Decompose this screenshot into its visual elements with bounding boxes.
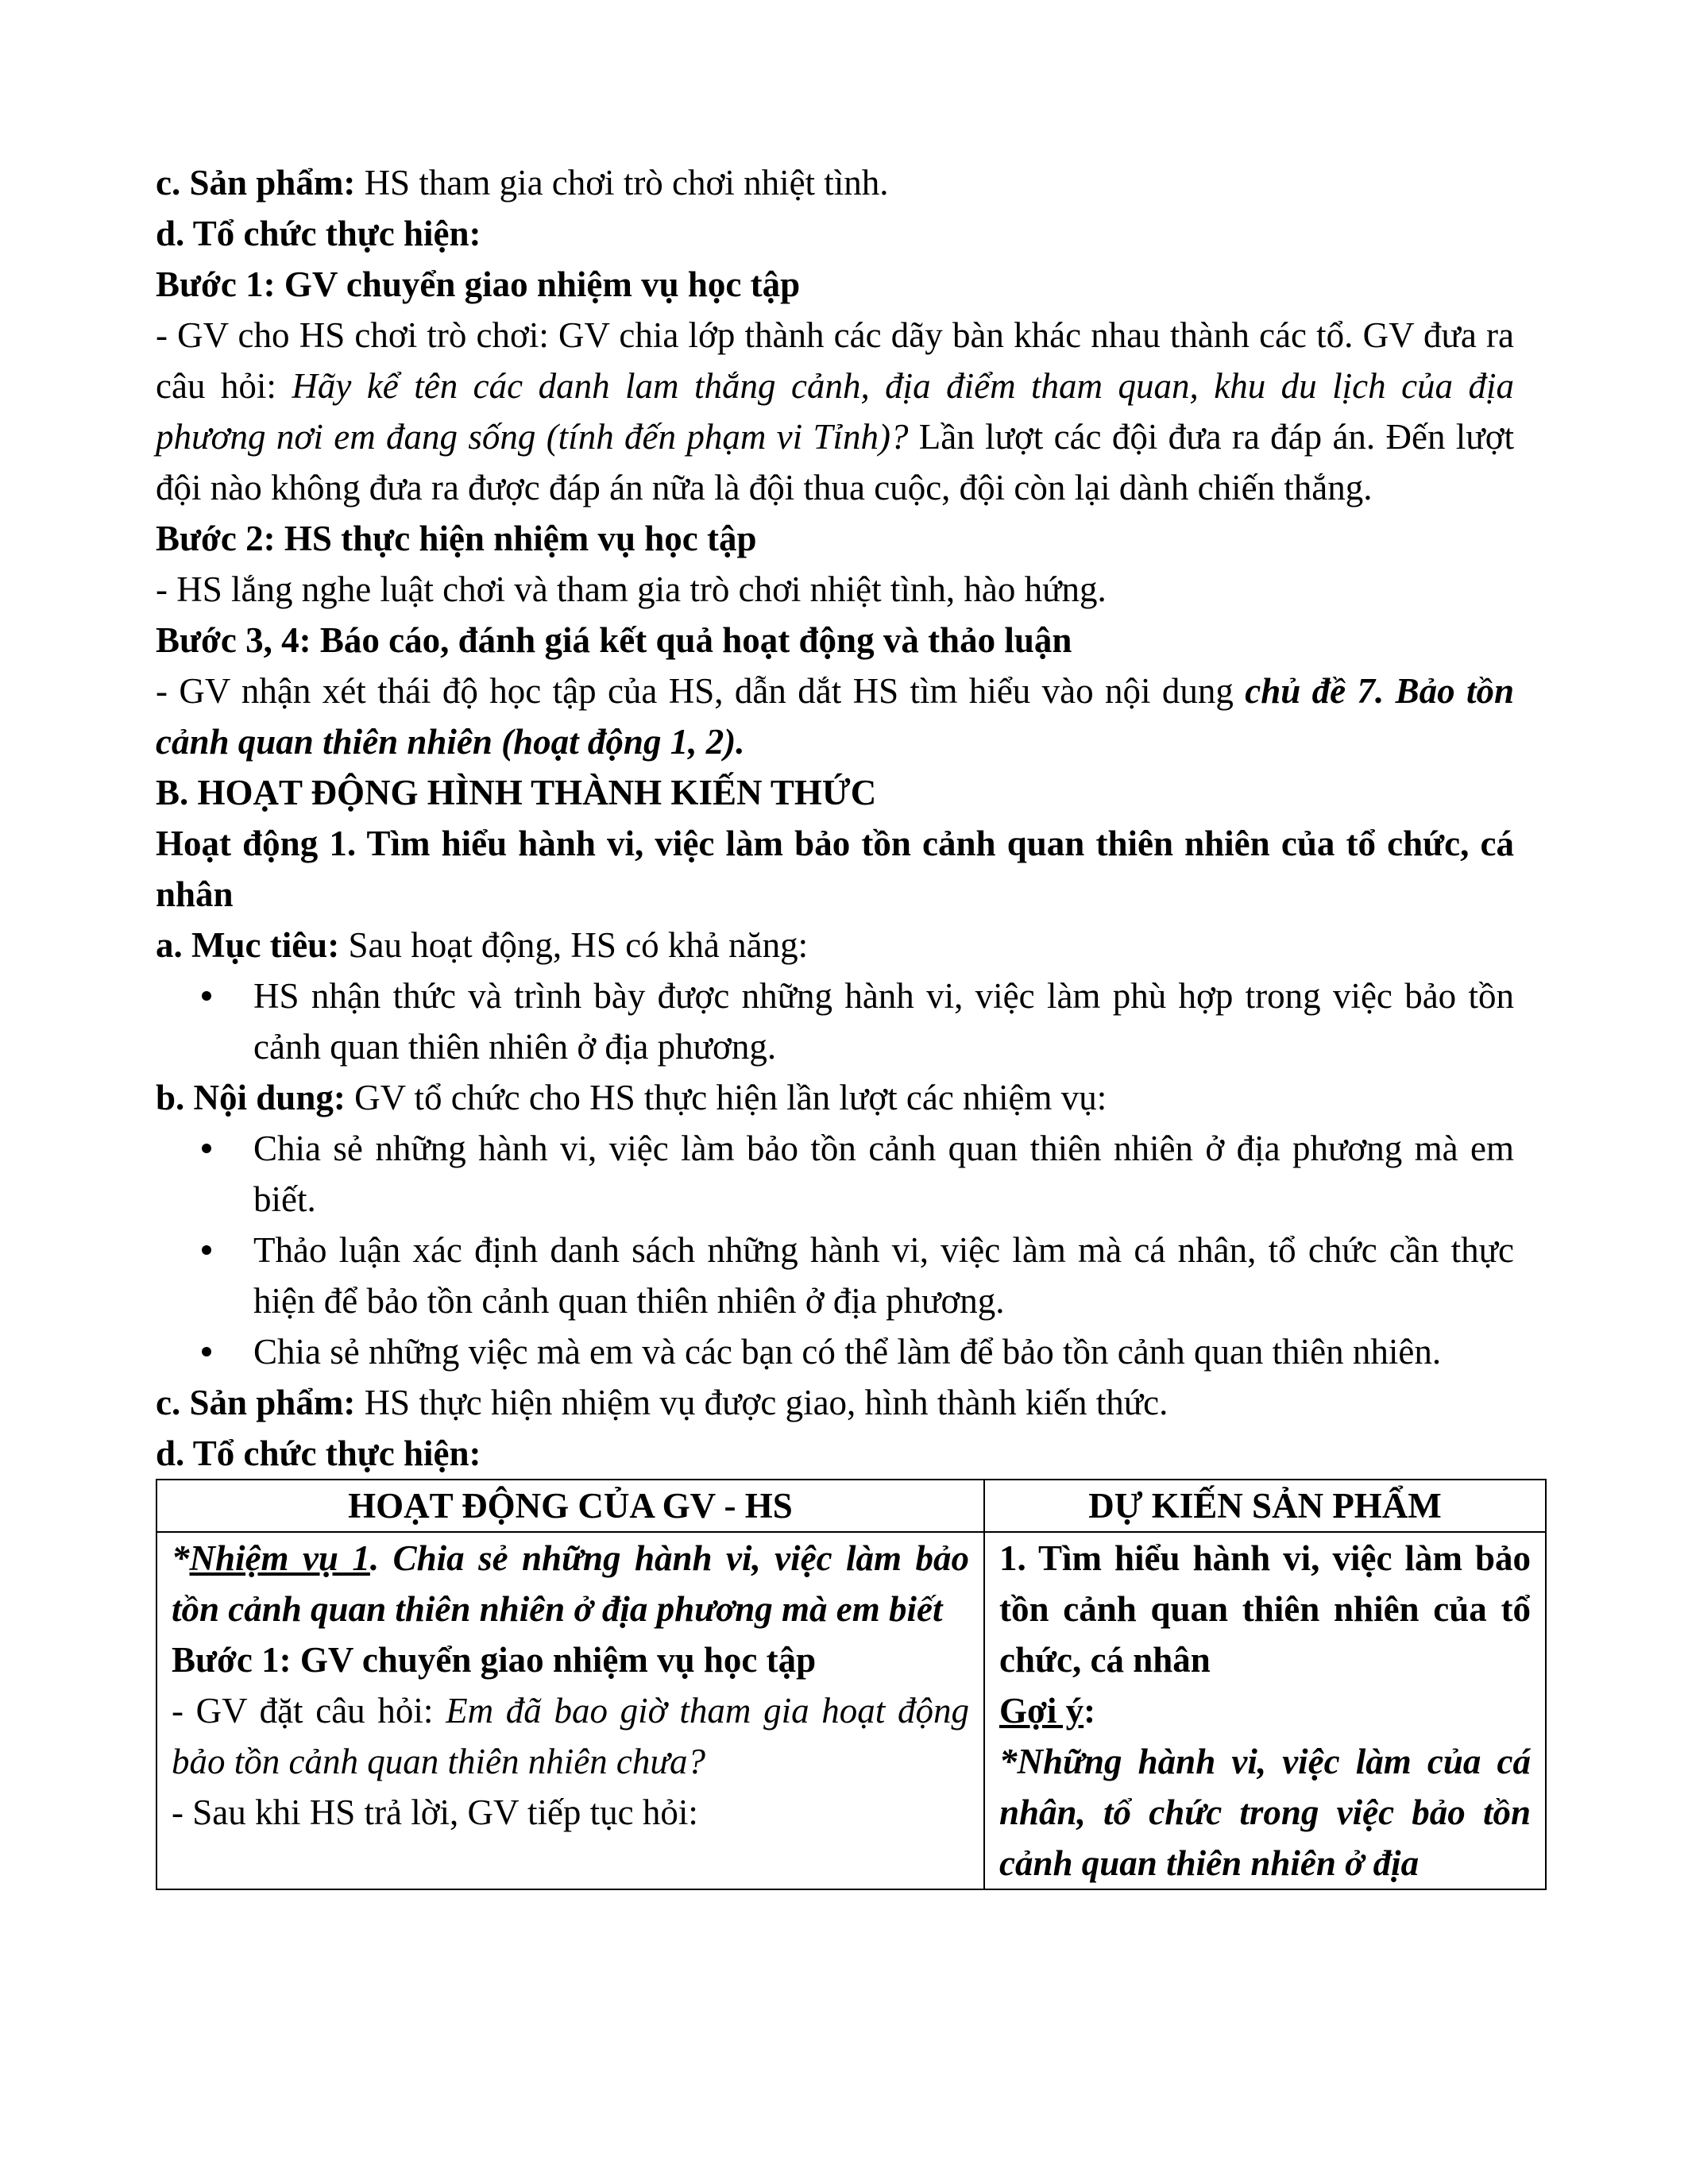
hint-label: Gợi ý: [999, 1691, 1096, 1731]
step1-heading: Bước 1: GV chuyển giao nhiệm vụ học tập [172, 1640, 817, 1680]
step34-heading: Bước 3, 4: Báo cáo, đánh giá kết quả hoạt động và thảo luận [156, 620, 1072, 660]
table-header: DỰ KIẾN SẢN PHẨM [984, 1480, 1546, 1532]
activity-table [156, 1479, 1547, 1890]
task-title: *Nhiệm vụ 1. Chia sẻ những hành vi, việc làm bảo tồn cảnh quan thiên nhiên ở địa phương mà em biết [172, 1538, 969, 1629]
table-header-row [156, 1480, 1546, 1532]
content-line: b. Nội dung: GV tổ chức cho HS thực hiện lần lượt các nhiệm vụ: [156, 1078, 1107, 1117]
question-text: - GV đặt câu hỏi: Em đã bao giờ tham gia hoạt động bảo tồn cảnh quan thiên nhiên chưa? [172, 1691, 969, 1781]
step2-text: - HS lắng nghe luật chơi và tham gia trò chơi nhiệt tình, hào hứng. [156, 569, 1107, 609]
list-item: Chia sẻ những hành vi, việc làm bảo tồn cảnh quan thiên nhiên ở địa phương mà em biết. [156, 1123, 1514, 1225]
section-b-heading: B. HOẠT ĐỘNG HÌNH THÀNH KIẾN THỨC [156, 773, 877, 812]
bullet-icon [202, 1144, 211, 1153]
hint-text: *Những hành vi, việc làm của cá nhân, tổ chức trong việc bảo tồn cảnh quan thiên nhiên ở địa [999, 1742, 1531, 1883]
table-header: HOẠT ĐỘNG CỦA GV - HS [156, 1480, 984, 1532]
list-item: Chia sẻ những việc mà em và các bạn có thể làm để bảo tồn cảnh quan thiên nhiên. [156, 1326, 1514, 1377]
step2-heading: Bước 2: HS thực hiện nhiệm vụ học tập [156, 519, 757, 558]
expected-product-cell [984, 1532, 1546, 1889]
followup-text: - Sau khi HS trả lời, GV tiếp tục hỏi: [172, 1792, 698, 1832]
objective-line: a. Mục tiêu: Sau hoạt động, HS có khả năng: [156, 925, 809, 965]
teacher-student-activity-cell [156, 1532, 984, 1889]
bullet-icon [202, 1347, 211, 1356]
step1-heading: Bước 1: GV chuyển giao nhiệm vụ học tập [156, 264, 801, 304]
activity1-heading: Hoạt động 1. Tìm hiểu hành vi, việc làm bảo tồn cảnh quan thiên nhiên của tổ chức, cá nhân [156, 824, 1514, 914]
product-line-2: c. Sản phẩm: HS thực hiện nhiệm vụ được giao, hình thành kiến thức. [156, 1383, 1168, 1422]
table-row [156, 1532, 1546, 1889]
organize-heading-2: d. Tổ chức thực hiện: [156, 1433, 481, 1473]
product-line: c. Sản phẩm: HS tham gia chơi trò chơi nhiệt tình. [156, 163, 889, 203]
bullet-icon [202, 1245, 211, 1255]
product-title: 1. Tìm hiểu hành vi, việc làm bảo tồn cảnh quan thiên nhiên của tổ chức, cá nhân [999, 1538, 1531, 1680]
step34-text: - GV nhận xét thái độ học tập của HS, dẫn dắt HS tìm hiểu vào nội dung chủ đề 7. Bảo tồn cảnh quan thiên nhiên (hoạt động 1, 2). [156, 671, 1514, 762]
content-list [156, 1123, 1514, 1377]
objective-list [156, 970, 1514, 1072]
document-page [156, 157, 1531, 1890]
step1-text: - GV cho HS chơi trò chơi: GV chia lớp thành các dãy bàn khác nhau thành các tổ. GV đưa ra câu hỏi: Hãy kể tên các danh lam thắng cảnh, địa điểm tham quan, khu du lịch của địa phương nơi em đang sống (tính đến phạm vi Tỉnh)? Lần lượt các đội đưa ra đáp án. Đến lượt đội nào không đưa ra được đáp án nữa là đội thua cuộc, đội còn lại dành chiến thắng. [156, 315, 1515, 507]
organize-heading: d. Tổ chức thực hiện: [156, 214, 481, 253]
list-item: HS nhận thức và trình bày được những hành vi, việc làm phù hợp trong việc bảo tồn cảnh quan thiên nhiên ở địa phương. [156, 970, 1514, 1072]
list-item: Thảo luận xác định danh sách những hành vi, việc làm mà cá nhân, tổ chức cần thực hiện để bảo tồn cảnh quan thiên nhiên ở địa phương. [156, 1225, 1514, 1326]
bullet-icon [202, 991, 211, 1001]
